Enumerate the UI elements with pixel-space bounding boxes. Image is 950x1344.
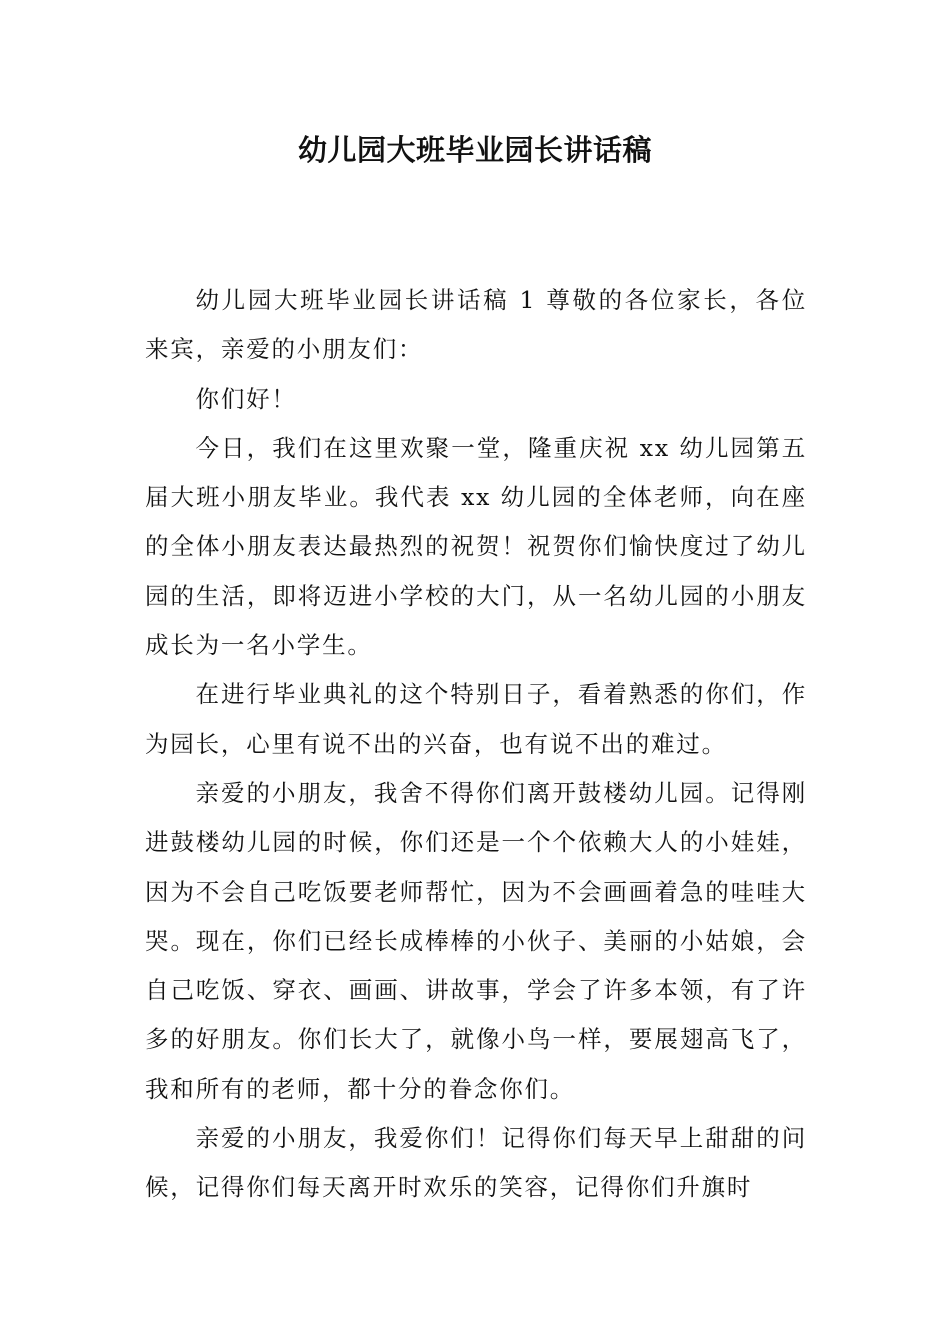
document-title: 幼儿园大班毕业园长讲话稿: [297, 133, 652, 167]
paragraph-feelings: 在进行毕业典礼的这个特别日子，看着熟悉的你们，作为园长，心里有说不出的兴奋，也有说不出的难过。: [145, 680, 807, 758]
paragraph-love: 亲爱的小朋友，我爱你们！记得你们每天早上甜甜的问候，记得你们每天离开时欢乐的笑容，记得你们升旗时: [145, 1124, 807, 1202]
paragraph-celebration: 今日，我们在这里欢聚一堂，隆重庆祝 xx 幼儿园第五届大班小朋友毕业。我代表 xx 幼儿园的全体老师，向在座的全体小朋友表达最热烈的祝贺！祝贺你们愉快度过了幼儿园的生活，即将迈进小学校的大门，从一名幼儿园的小朋友成长为一名小学生。: [145, 433, 807, 660]
paragraph-hello: 你们好！: [195, 384, 297, 413]
document-body: [145, 276, 807, 1213]
paragraph-greeting: 幼儿园大班毕业园长讲话稿 1 尊敬的各位家长，各位来宾，亲爱的小朋友们：: [145, 286, 807, 364]
paragraph-memories: 亲爱的小朋友，我舍不得你们离开鼓楼幼儿园。记得刚进鼓楼幼儿园的时候，你们还是一个个依赖大人的小娃娃，因为不会自己吃饭要老师帮忙，因为不会画画着急的哇哇大哭。现在，你们已经长成棒棒的小伙子、美丽的小姑娘，会自己吃饭、穿衣、画画、讲故事，学会了许多本领，有了许多的好朋友。你们长大了，就像小鸟一样，要展翅高飞了，我和所有的老师，都十分的眷念你们。: [145, 778, 807, 1103]
